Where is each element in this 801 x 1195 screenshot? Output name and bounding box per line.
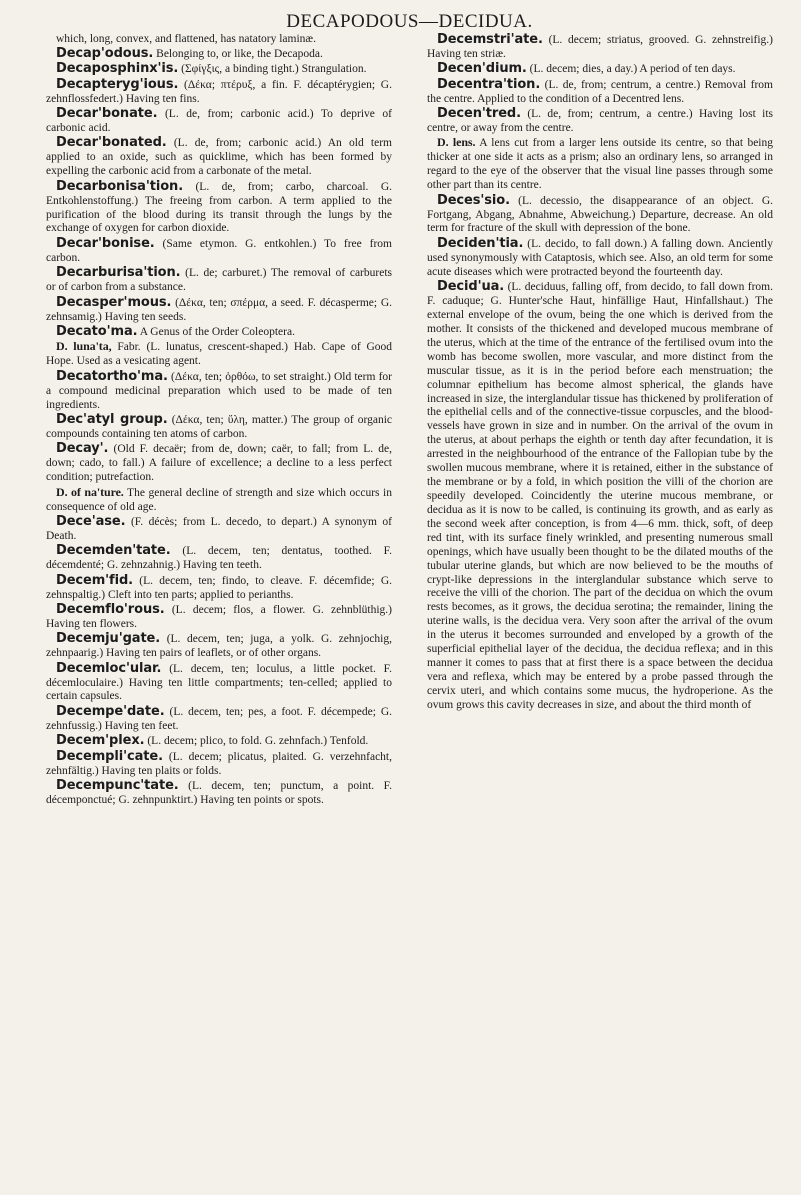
dictionary-entry (46, 296, 392, 325)
entry-definition: (Δέκα, ten; σπέρμα, a seed. F. décasperme; G. zehnsamig.) Having ten seeds. (46, 296, 392, 323)
dictionary-entry (46, 266, 392, 295)
dictionary-entry (46, 486, 392, 515)
entry-definition: (L. deciduus, falling off, from decido, to fall down from. F. caduque; G. Hunter'sche Haut, hinfällige Haut, Hinfallshaut.) The external envelope of the ovum, being the one which is derived from the mother. It consists of the thickened and developed mucous membrane of the uterus, which at the time of the entrance of the fertilised ovum into the womb has become swollen, more vascular, and more distinct from the muscular tissue, as it is in the period before each menstruation; the columnar epithelium has become almost spherical, the glands have increased in size, the interglandular tissue has thickened by proliferation of the epithelial cells and of the connective-tissue corpuscles, and the blood-vessels have grown in size and in number. On the arrival of the ovum in the uterus, at about perhaps the eighth or tenth day after fecundation, it is arrested in the neighbourhood of the entrance of the Fallopian tube by the swollen mucous membrane, where it is retained, either in the substance of the membrane or by a fold, in which position the villi of the chorion are speedily developed. Coincidently the uterine mucous membrane, or decidua as it is now to be called, is continuing its growth, and as early as the second week after conception, is from 4—6 mm. thick, soft, of deep red tint, with its surface finely wrinkled, and presenting numerous small openings, which have usually been thought to be the dilated mouths of the tubular uterine glands, but which are now believed to be the mouths of crypt-like depressions in the interglandular substance which serve to receive the villi of the chorion. The part of the decidua on which the ovum rests becomes, as it grows, the decidua serotina; the remainder, lining the uterine walls, is the decidua vera. Very soon after the arrival of the ovum in the uterus it becomes surrounded and enveloped by a growth of the superficial epithelial layer of the decidua, the decidua reflexa; and in this manner it comes to pass that at first there is a space between the decidua vera and reflexa, which may be entered by a probe passed through the cervix uteri, and which contains some mucus, the hydroperione. As the ovum grows this cavity decreases in size, and about the third month of (427, 281, 774, 711)
entry-definition: (Same etymon. G. entkohlen.) To free from carbon. (46, 237, 393, 264)
columns (46, 33, 773, 808)
entry-definition: Fabr. (L. lunatus, crescent-shaped.) Hab. Cape of Good Hope. Used as a vesicating agent. (46, 341, 393, 368)
entry-headword: Decar'bonate. (56, 106, 158, 122)
entry-definition: (Δέκα; πτέρυξ, a fin. F. décaptérygien; G. zehnflossfedert.) Having ten fins. (46, 78, 392, 105)
dictionary-entry (46, 78, 392, 107)
entry-headword: Decempli'cate. (56, 748, 163, 764)
entry-definition: (L. decem, ten; dentatus, toothed. F. décemdenté; G. zehnzahnig.) Having ten teeth. (46, 545, 393, 572)
entry-headword: Decaposphinx'is. (56, 61, 179, 77)
entry-headword: Dece'ase. (56, 513, 126, 529)
dictionary-entry (46, 632, 392, 661)
dictionary-entry (427, 194, 773, 237)
entry-headword: Dec'atyl group. (56, 411, 168, 427)
entry-definition: (L. de, from; carbonic acid.) To deprive of carbonic acid. (46, 108, 393, 135)
dictionary-entry (46, 574, 392, 603)
entry-definition: Belonging to, or like, the Decapoda. (156, 47, 323, 60)
entry-headword: Decemstri'ate. (437, 32, 543, 47)
entry-definition: A lens cut from a larger lens outside its centre, so that being thicker at one side it acts as a prism; also an ordinary lens, so arranged in regard to the eye of the observer that the visual line passes through some other part than its centre. (427, 137, 773, 192)
dictionary-entry (46, 603, 392, 632)
entry-headword: Deciden'tia. (437, 235, 524, 251)
entry-definition: (L. decem, ten; pes, a foot. F. décempede; G. zehnfussig.) Having ten feet. (46, 705, 393, 732)
dictionary-entry (427, 62, 773, 77)
dictionary-entry (46, 734, 392, 749)
entry-headword: D. luna'ta, (56, 339, 112, 354)
entry-definition: (L. decem, ten; juga, a yolk. G. zehnjochig, zehnpaarig.) Having ten pairs of leaflets, or of other organs. (46, 633, 393, 660)
entry-headword: Decen'tred. (437, 106, 521, 122)
entry-definition: (L. de; carburet.) The removal of carburets or of carbon from a substance. (46, 267, 392, 294)
entry-definition: (Old F. decaër; from de, down; caër, to fall; from L. de, down; cado, to fall.) A failure of excellence; a decline to a less perfect condition; putrefaction. (46, 443, 393, 484)
dictionary-entry (46, 47, 392, 62)
entry-definition: (L. decem; striatus, grooved. G. zehnstreifig.) Having ten striæ. (427, 34, 773, 60)
entry-definition: (L. decem, ten; loculus, a little pocket. F. décemloculaire.) Having ten little compartments; ten-celled; applied to certain capsules. (46, 662, 393, 703)
entry-definition: (L. decem, ten; findo, to cleave. F. décemfide; G. zehnspaltig.) Cleft into ten parts; applied to perianths. (46, 574, 392, 601)
dictionary-entry (427, 107, 773, 136)
entry-headword: Decarbonisa'tion. (56, 178, 184, 194)
dictionary-entry (46, 544, 392, 573)
dictionary-entry (46, 325, 392, 340)
entry-definition: (F. décès; from L. decedo, to depart.) A synonym of Death. (46, 515, 393, 542)
dictionary-entry (46, 107, 392, 136)
dictionary-entry (427, 237, 773, 280)
entry-definition: (L. decem, ten; punctum, a point. F. décemponctué; G. zehnpunktirt.) Having ten points or spots. (46, 780, 393, 806)
dictionary-entry (46, 705, 392, 734)
entry-definition: (L. de, from; carbo, charcoal. G. Entkohlenstoffung.) The freeing from carbon. A term applied to the purification of the blood during its transit through the lungs by the exchange of oxygen for carbon dioxide. (46, 180, 393, 235)
entry-headword: Decar'bonated. (56, 135, 167, 151)
entry-definition: which, long, convex, and flattened, has natatory laminæ. (56, 33, 316, 45)
right-column (427, 33, 773, 808)
dictionary-entry (427, 280, 773, 713)
dictionary-entry (46, 662, 392, 705)
entry-headword: Decarburisa'tion. (56, 265, 181, 281)
entry-definition: (L. decem; flos, a flower. G. zehnblüthig.) Having ten flowers. (46, 603, 393, 630)
entry-definition: (L. decessio, the disappearance of an object. G. Fortgang, Abgang, Abnahme, Abweichung.) Departure, decrease. An old term for fracture of the skull with depression of the bone. (427, 194, 773, 235)
entry-headword: Decar'bonise. (56, 235, 155, 251)
dictionary-entry (46, 515, 392, 544)
entry-definition: (L. decem; plicatus, plaited. G. verzehnfacht, zehnfältig.) Having ten plaits or folds. (46, 750, 392, 777)
entry-definition: (Δέκα, ten; ὀρθόω, to set straight.) Old term for a compound medicinal preparation which used to be made of ten ingredients. (46, 370, 392, 411)
entry-headword: Decempunc'tate. (56, 778, 179, 794)
dictionary-entry (427, 33, 773, 62)
entry-definition: (Σφίγξις, a binding tight.) Strangulation. (181, 63, 367, 76)
entry-headword: Decapteryg'ious. (56, 76, 179, 92)
dictionary-entry (46, 340, 392, 369)
dictionary-entry (46, 442, 392, 485)
dictionary-entry (46, 237, 392, 266)
entry-headword: Decem'fid. (56, 572, 134, 588)
dictionary-entry (46, 779, 392, 808)
entry-headword: Decid'ua. (437, 279, 505, 295)
dictionary-entry (46, 136, 392, 179)
entry-headword: Decemloc'ular. (56, 660, 162, 676)
dictionary-entry (46, 180, 392, 237)
entry-definition: (L. decido, to fall down.) A falling down. Anciently used synonymously with Cataptosis, which see. Also, an old term for some acute diseases which were protracted beyond the fourteenth day. (427, 237, 773, 278)
entry-headword: Decemju'gate. (56, 631, 161, 647)
dictionary-entry (46, 33, 392, 47)
dictionary-entry (46, 413, 392, 442)
dictionary-entry (427, 136, 773, 193)
entry-headword: Decato'ma. (56, 323, 138, 339)
dictionary-entry (427, 78, 773, 107)
entry-headword: Decay'. (56, 441, 109, 457)
entry-definition: (L. de, from; centrum, a centre.) Removal from the centre. Applied to the condition of a Decentred lens. (427, 78, 773, 105)
dictionary-entry (46, 750, 392, 779)
dictionary-entry (46, 370, 392, 413)
running-head: DECAPODOUS—DECIDUA. (286, 11, 533, 32)
entry-headword: Decen'dium. (437, 61, 527, 77)
entry-headword: Decempe'date. (56, 703, 165, 719)
entry-headword: Decemden'tate. (56, 543, 171, 559)
entry-definition: (L. decem; dies, a day.) A period of ten days. (529, 63, 736, 76)
entry-headword: Decap'odous. (56, 45, 154, 61)
entry-definition: A Genus of the Order Coleoptera. (139, 325, 295, 338)
entry-headword: Decasper'mous. (56, 294, 172, 310)
entry-headword: D. lens. (437, 135, 476, 150)
entry-definition: (Δέκα, ten; ὕλη, matter.) The group of organic compounds containing ten atoms of carbon. (46, 413, 393, 440)
entry-definition: (L. decem; plico, to fold. G. zehnfach.) Tenfold. (147, 735, 369, 748)
left-column (46, 33, 392, 808)
entry-headword: Decentra'tion. (437, 76, 541, 92)
dictionary-entry (46, 62, 392, 77)
entry-headword: Deces'sio. (437, 192, 510, 208)
entry-definition: (L. de, from; carbonic acid.) An old term applied to an oxide, such as quicklime, which has been formed by expelling the carbonic acid from a carbonate of the metal. (46, 137, 392, 178)
entry-headword: Decem'plex. (56, 733, 145, 749)
entry-headword: D. of na'ture. (56, 484, 124, 499)
entry-definition: The general decline of strength and size which occurs in consequence of old age. (46, 486, 392, 513)
entry-headword: Decemflo'rous. (56, 601, 165, 617)
entry-headword: Decatortho'ma. (56, 368, 168, 384)
entry-definition: (L. de, from; centrum, a centre.) Having lost its centre, or away from the centre. (427, 108, 774, 135)
